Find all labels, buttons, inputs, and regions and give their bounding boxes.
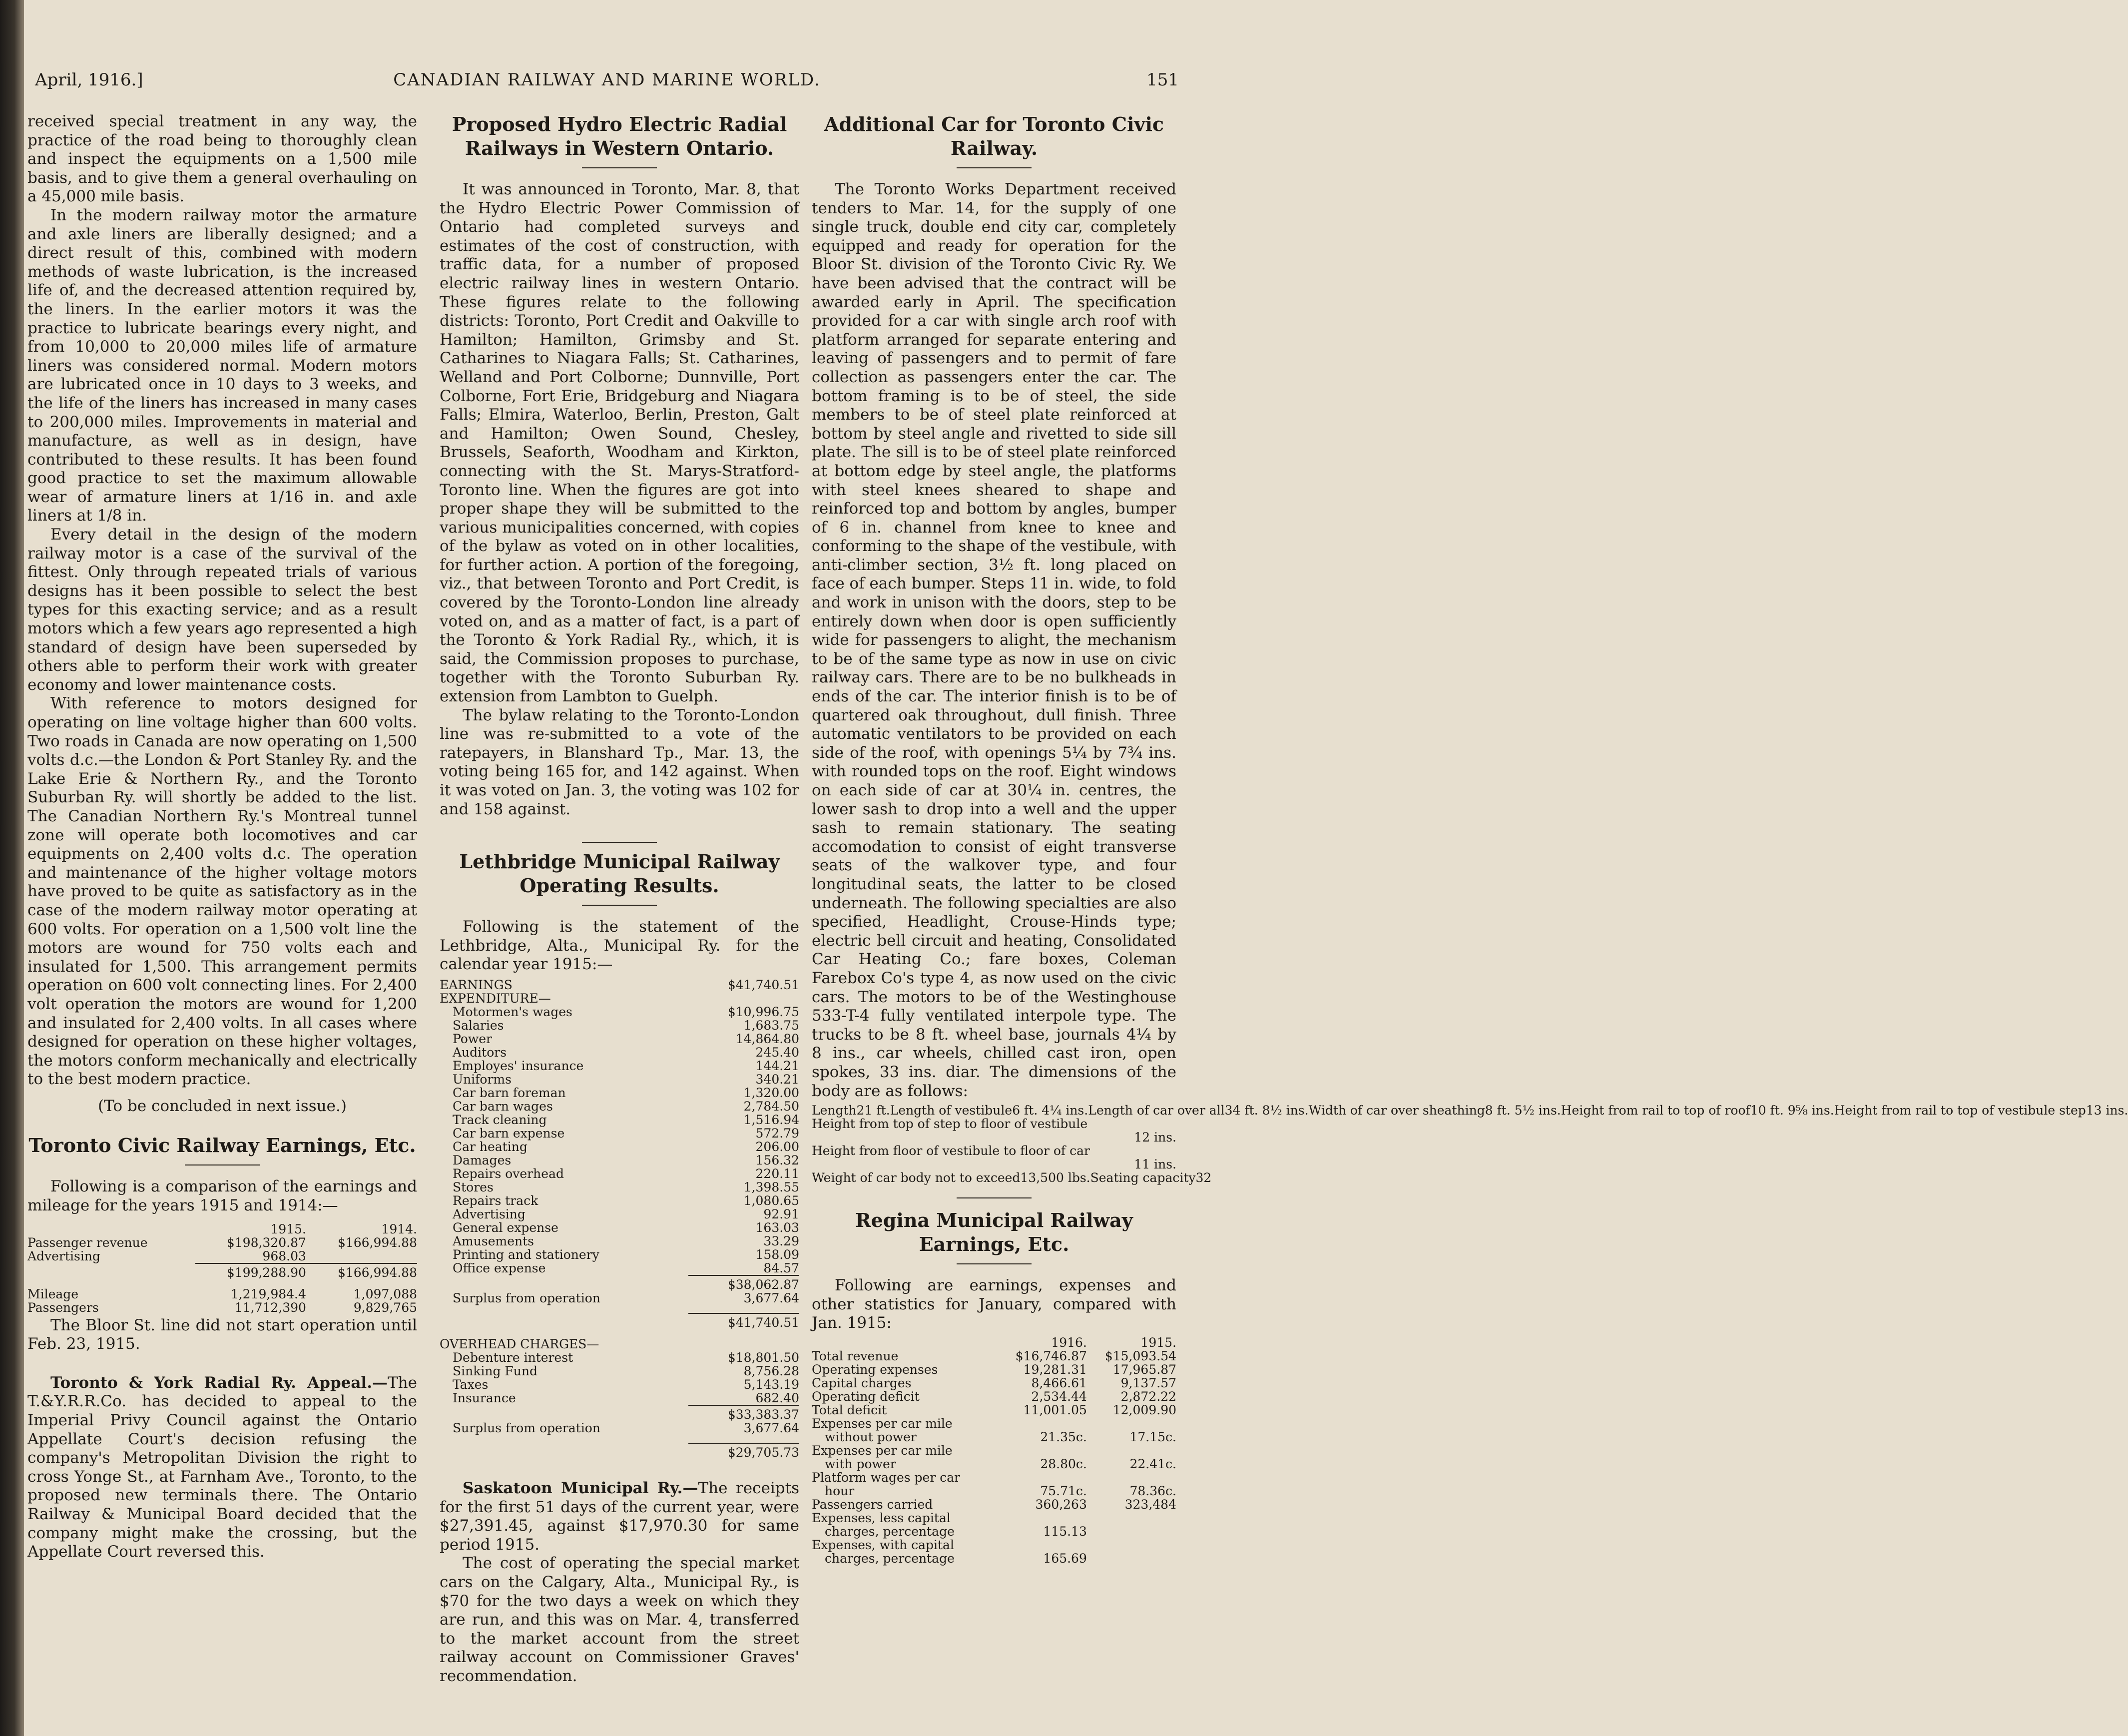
heading-rule	[582, 905, 657, 906]
list-item: 11 ins.	[1134, 1157, 1176, 1172]
book-binding-shadow	[0, 0, 24, 1736]
page-header	[35, 70, 1179, 95]
heading-rule	[185, 1164, 260, 1165]
table-row: Surplus from operation 3,677.64	[453, 1290, 799, 1305]
table-row: Total revenue $16,746.87 $15,093.54	[812, 1348, 1176, 1363]
table-row: Surplus from operation 3,677.64	[453, 1420, 799, 1435]
table-row: Passengers carried 360,263 323,484	[812, 1497, 1176, 1512]
table-row: Car barn wages 2,784.50	[453, 1099, 799, 1114]
table-row: Operating deficit 2,534.44 2,872.22	[812, 1389, 1176, 1404]
table-row: General expense 163.03	[453, 1220, 799, 1235]
toronto-civic-heading: Toronto Civic Railway Earnings, Etc.	[28, 1134, 416, 1157]
column-right	[812, 112, 2128, 1566]
regina-table	[812, 1336, 1176, 1565]
year-header: 1915.	[270, 1221, 306, 1236]
saskatoon-runin: Saskatoon Municipal Ry.—	[463, 1479, 698, 1497]
table-row: Passenger revenue $198,320.87 $166,994.88	[27, 1235, 417, 1250]
article-paragraph: With reference to motors designed for operating on line voltage higher than 600 volts. Two roads in Canada are now operating on 1,500 volts d.c.—the London & Port Stanley Ry. and the Lake Erie & Northern Ry., and the Toronto Suburban Ry. will shortly be added to the list. The Canadian Northern Ry.'s Montreal tunnel zone will operate both locomotives and car equipments on 2,400 volts d.c. The operation and maintenance of the higher voltage motors have proved to be quite as satisfactory as in the case of the modern railway motor operating at 600 volts. For operation on a 1,500 volt line the motors are wound for 750 volts each and insulated for 1,500. This arrangement permits operation on 600 volt connecting lines. For 2,400 volt operation the motors are wound for 1,200 and insulated for 2,400 volts. In all cases where designed for operation on these higher voltages, the motors conform mechanically and electrically to the best modern practice.	[27, 694, 417, 1089]
table-row: Employes' insurance 144.21	[453, 1058, 799, 1073]
table-row: $33,383.37	[440, 1405, 799, 1421]
car-dimensions	[812, 1103, 2128, 1185]
article-paragraph: The bylaw relating to the Toronto-London line was re-submitted to a vote of the ratepayers, in Blanshard Tp., Mar. 13, the voting being 165 for, and 142 against. When it was voted on Jan. 3, the voting was 102 for and 158 against.	[440, 706, 799, 818]
table-row: Track cleaning 1,516.94	[453, 1112, 799, 1127]
toronto-civic-intro: Following is a comparison of the earnings and mileage for the years 1915 and 1914:—	[27, 1177, 417, 1215]
heading-rule	[582, 167, 657, 168]
list-item: Length of vestibule 6 ft. 4¼ ins.	[890, 1103, 1088, 1118]
lethbridge-heading: Lethbridge Municipal Railway Operating Results.	[459, 850, 780, 897]
continued-note: (To be concluded in next issue.)	[98, 1097, 347, 1115]
table-row: Insurance 682.40	[453, 1390, 799, 1405]
list-item: Height from floor of vestibule to floor of car	[812, 1144, 1090, 1158]
heading-rule	[957, 167, 1032, 168]
publication-title: CANADIAN RAILWAY AND MARINE WORLD.	[393, 70, 821, 90]
article-paragraph: Every detail in the design of the modern railway motor is a case of the survival of the fittest. Only through repeated trials of various designs has it been possible to select the best types for this exacting service; and as a result motors which a few years ago represented a high standard of design have been superseded by others able to perform their work with greater economy and lower maintenance costs.	[27, 526, 417, 694]
list-item: 12 ins.	[1134, 1130, 1176, 1145]
table-row: Repairs overhead 220.11	[453, 1166, 799, 1181]
list-item: Width of car over sheathing 8 ft. 5½ ins.	[1308, 1103, 1561, 1118]
appeal-text: The T.&Y.R.R.Co. has decided to appeal to the Imperial Privy Council against the Ontario Appellate Court's decision refusing the company's Metropolitan Division the right to cross Yonge St., at Farnham Ave., Toronto, to the proposed new terminals there. The Ontario Railway & Municipal Board decided that the company might make the crossing, but the Appellate Court reversed this.	[27, 1373, 417, 1561]
table-row: Printing and stationery 158.09	[453, 1247, 799, 1262]
table-row: Motormen's wages $10,996.75	[453, 1004, 799, 1019]
list-item: Height from rail to top of roof 10 ft. 9⅝ ins.	[1561, 1103, 1834, 1118]
list-item: Length 21 ft.	[812, 1103, 890, 1118]
table-row: Stores 1,398.55	[453, 1179, 799, 1194]
table-row: Uniforms 340.21	[453, 1072, 799, 1087]
table-row: Repairs track 1,080.65	[453, 1193, 799, 1208]
regina-intro: Following are earnings, expenses and other statistics for January, compared with Jan. 1915:	[812, 1276, 1176, 1332]
lethbridge-intro: Following is the statement of the Lethbridge, Alta., Municipal Ry. for the calendar year 1915:—	[440, 918, 799, 974]
table-row: Sinking Fund 8,756.28	[453, 1363, 799, 1378]
table-row: Auditors 245.40	[453, 1045, 799, 1060]
table-row: Capital charges 8,466.61 9,137.57	[812, 1375, 1176, 1390]
table-row: without power 21.35c. 17.15c.	[825, 1429, 1176, 1444]
table-row: Damages 156.32	[453, 1153, 799, 1167]
year-header: 1915.	[1140, 1335, 1176, 1350]
table-row: Car barn expense 572.79	[453, 1126, 799, 1141]
list-item: Weight of car body not to exceed 13,500 lbs.	[812, 1170, 1090, 1185]
table-row: charges, percentage 115.13	[825, 1524, 1087, 1539]
table-row: Expenses per car mile	[812, 1443, 953, 1458]
article-paragraph: received special treatment in any way, the practice of the road being to thoroughly clean and inspect the equipments on a 1,500 mile basis, and to give them a general overhauling on a 45,000 mile basis.	[27, 112, 417, 206]
list-item: Height from top of step to floor of vestibule	[812, 1117, 1088, 1132]
table-row: $29,705.73	[440, 1443, 799, 1459]
table-row: EARNINGS $41,740.51	[440, 977, 799, 992]
section-rule	[957, 1197, 1032, 1198]
section-rule	[582, 842, 657, 843]
table-row: $38,062.87	[440, 1275, 799, 1291]
regina-heading: Regina Municipal Railway Earnings, Etc.	[855, 1209, 1133, 1256]
table-row: Operating expenses 19,281.31 17,965.87	[812, 1362, 1176, 1377]
table-row: Total deficit 11,001.05 12,009.90	[812, 1402, 1176, 1417]
hydro-heading: Proposed Hydro Electric Radial Railways in Western Ontario.	[452, 113, 787, 159]
table-row: Expenses, less capital	[812, 1510, 951, 1525]
saskatoon-text: The receipts for the first 51 days of the current year, were $27,391.45, against $17,970.30 for same period 1915.	[440, 1479, 799, 1554]
table-row: Expenses per car mile	[812, 1416, 953, 1431]
toronto-civic-note: The Bloor St. line did not start operation until Feb. 23, 1915.	[27, 1316, 417, 1353]
table-row: Taxes 5,143.19	[453, 1377, 799, 1392]
year-header: 1916.	[1051, 1335, 1087, 1350]
list-item: Length of car over all 34 ft. 8½ ins.	[1088, 1103, 1309, 1118]
table-row: with power 28.80c. 22.41c.	[825, 1456, 1176, 1471]
table-row: Platform wages per car	[812, 1470, 961, 1485]
table-row: Advertising 968.03	[27, 1248, 306, 1263]
page-number: 151	[1146, 70, 1179, 90]
table-row: Office expense 84.57	[453, 1260, 799, 1275]
table-row: Power 14,864.80	[453, 1031, 799, 1046]
column-left	[27, 112, 417, 1562]
table-row: Car barn foreman 1,320.00	[453, 1085, 799, 1100]
article-paragraph: The cost of operating the special market cars on the Calgary, Alta., Municipal Ry., is $70 for the two days a week on which they are run, and this was on Mar. 4, transferred to the market account from the street railway account on Commissioner Graves' recommendation.	[440, 1554, 799, 1685]
appeal-runin: Toronto & York Radial Ry. Appeal.—	[50, 1373, 388, 1392]
table-row: Mileage 1,219,984.4 1,097,088	[27, 1286, 417, 1301]
table-row: Debenture interest $18,801.50	[453, 1350, 799, 1365]
article-paragraph: The Toronto Works Department received tenders to Mar. 14, for the supply of one single truck, double end city car, completely equipped and ready for operation for the Bloor St. division of the Toronto Civic Ry. We have been advised that the contract will be awarded early in April. The specification provided for a car with single arch roof with platform arranged for separate entering and leaving of passengers and to permit of fare collection as passengers enter the car. The bottom framing is to be of steel, the side members to be of steel plate reinforced at bottom by steel angle and rivetted to side sill plate. The sill is to be of steel plate reinforced at bottom edge by steel angle, the platforms with steel knees sheared to shape and reinforced top and bottom by angles, bumper of 6 in. channel from knee to knee and conforming to the shape of the vestibule, with anti-climber section, 3½ ft. long placed on face of each bumper. Steps 11 in. wide, to fold and work in unison with the doors, step to be entirely down when door is open sufficiently wide for passengers to alight, the mechanism to be of the same type as now in use on civic railway cars. There are to be no bulkheads in ends of the car. The interior finish is to be of quartered oak throughout, dull finish. Three automatic ventilators to be provided on each side of the roof, with openings 5¼ by 7¾ ins. with rounded tops on the roof. Eight windows on each side of car at 30¼ in. centres, the lower sash to drop into a well and the upper sash to remain stationary. The seating accomodation to consist of eight transverse seats of the walkover type, and four longitudinal seats, the latter to be closed underneath. The following specialties are also specified, Headlight, Crouse-Hinds type; electric bell circuit and heating, Consolidated Car Heating Co.; fare boxes, Coleman Farebox Co's type 4, as now used on the civic cars. The motors to be of the Westinghouse 533-T-4 fully ventilated interpole type. The trucks to be 8 ft. wheel base, journals 4¼ by 8 ins., car wheels, chilled cast iron, open spokes, 33 ins. diar. The dimensions of the body are as follows:	[812, 180, 1176, 1100]
article-paragraph: In the modern railway motor the armature and axle liners are liberally designed; and a direct result of this, combined with modern methods of waste lubrication, is the increased life of, and the decreased attention required by, the liners. In the earlier motors it was the practice to lubricate bearings every night, and from 10,000 to 20,000 miles life of armature liners was considered normal. Modern motors are lubricated once in 10 days to 3 weeks, and the life of the liners has increased in many cases to 200,000 miles. Improvements in material and manufacture, as well as in design, have contributed to these results. It has been found good practice to set the maximum allowable wear of armature liners at 1/16 in. and axle liners at 1/8 in.	[27, 206, 417, 525]
toronto-civic-table	[27, 1222, 417, 1314]
list-item: Seating capacity 32	[1090, 1170, 1212, 1185]
table-row: Amusements 33.29	[453, 1233, 799, 1248]
table-row: Advertising 92.91	[453, 1206, 799, 1221]
table-row: $199,288.90 $166,994.88	[27, 1263, 417, 1279]
article-paragraph: It was announced in Toronto, Mar. 8, that the Hydro Electric Power Commission of Ontario had completed surveys and estimates of the cost of construction, with traffic data, for a number of proposed electric railway lines in western Ontario. These figures relate to the following districts: Toronto, Port Credit and Oakville to Hamilton; Hamilton, Grimsby and St. Catharines to Niagara Falls; St. Catharines, Welland and Port Colborne; Dunnville, Port Colborne, Fort Erie, Bridgeburg and Niagara Falls; Elmira, Waterloo, Berlin, Preston, Galt and Hamilton; Owen Sound, Chesley, Brussels, Seaforth, Woodham and Kirkton, connecting with the St. Marys-Stratford-Toronto line. When the figures are got into proper shape they will be submitted to the various municipalities concerned, with copies of the bylaw as voted on in other localities, for further action. A portion of the foregoing, viz., that between Toronto and Port Credit, is covered by the Toronto-London line already voted on, and as a matter of fact, is a part of the Toronto & York Radial Ry., which, it is said, the Commission proposes to purchase, together with the Toronto Suburban Ry. extension from Lambton to Guelph.	[440, 180, 799, 706]
list-item: Height from rail to top of vestibule step 13 ins.	[1834, 1103, 2128, 1118]
heading-rule	[957, 1263, 1032, 1264]
lethbridge-table: EARNINGS $41,740.51 EXPENDITURE— Motormen's wages $10,996.75 Salaries 1,683.75 Power 14,864.80 Auditors 245.40 Employes' insurance 144.21 Uniforms 340.21 Car barn foreman 1,320.00 Car barn wages 2,784.50 Track cleaning 1,516.94 Car barn expense 572.79 Car heating 206.00 Damages 156.32 Repairs overhead 220.11 Stores 1,398.55 Repairs track 1,080.65 Advertising 92.91 General expense 163.03 Amusements 33.29 Printing and stationery 158.09 Office expense 84.57 $38,062.87 Surplus from operation 3,677.64 $41,740.51 OVERHEAD CHARGES— Debenture interest $18,801.50 Sinking Fund 8,756.28 Taxes 5,143.19 Insurance 682.40 $33,383.37 Surplus from operation 3,677.64 $29,705.73	[440, 977, 799, 1460]
issue-date: April, 1916.]	[35, 70, 143, 90]
table-row: Car heating 206.00	[453, 1139, 799, 1154]
table-row: Salaries 1,683.75	[453, 1018, 799, 1033]
column-middle	[440, 112, 799, 1686]
table-row: $41,740.51	[440, 1313, 799, 1329]
table-row: Expenses, with capital	[812, 1537, 954, 1552]
table-row: Passengers 11,712,390 9,829,765	[27, 1300, 417, 1315]
table-row: charges, percentage 165.69	[825, 1551, 1087, 1566]
table-row: hour 75.71c. 78.36c.	[825, 1483, 1176, 1498]
additional-car-heading: Additional Car for Toronto Civic Railway.	[824, 113, 1164, 159]
year-header: 1914.	[381, 1221, 417, 1236]
